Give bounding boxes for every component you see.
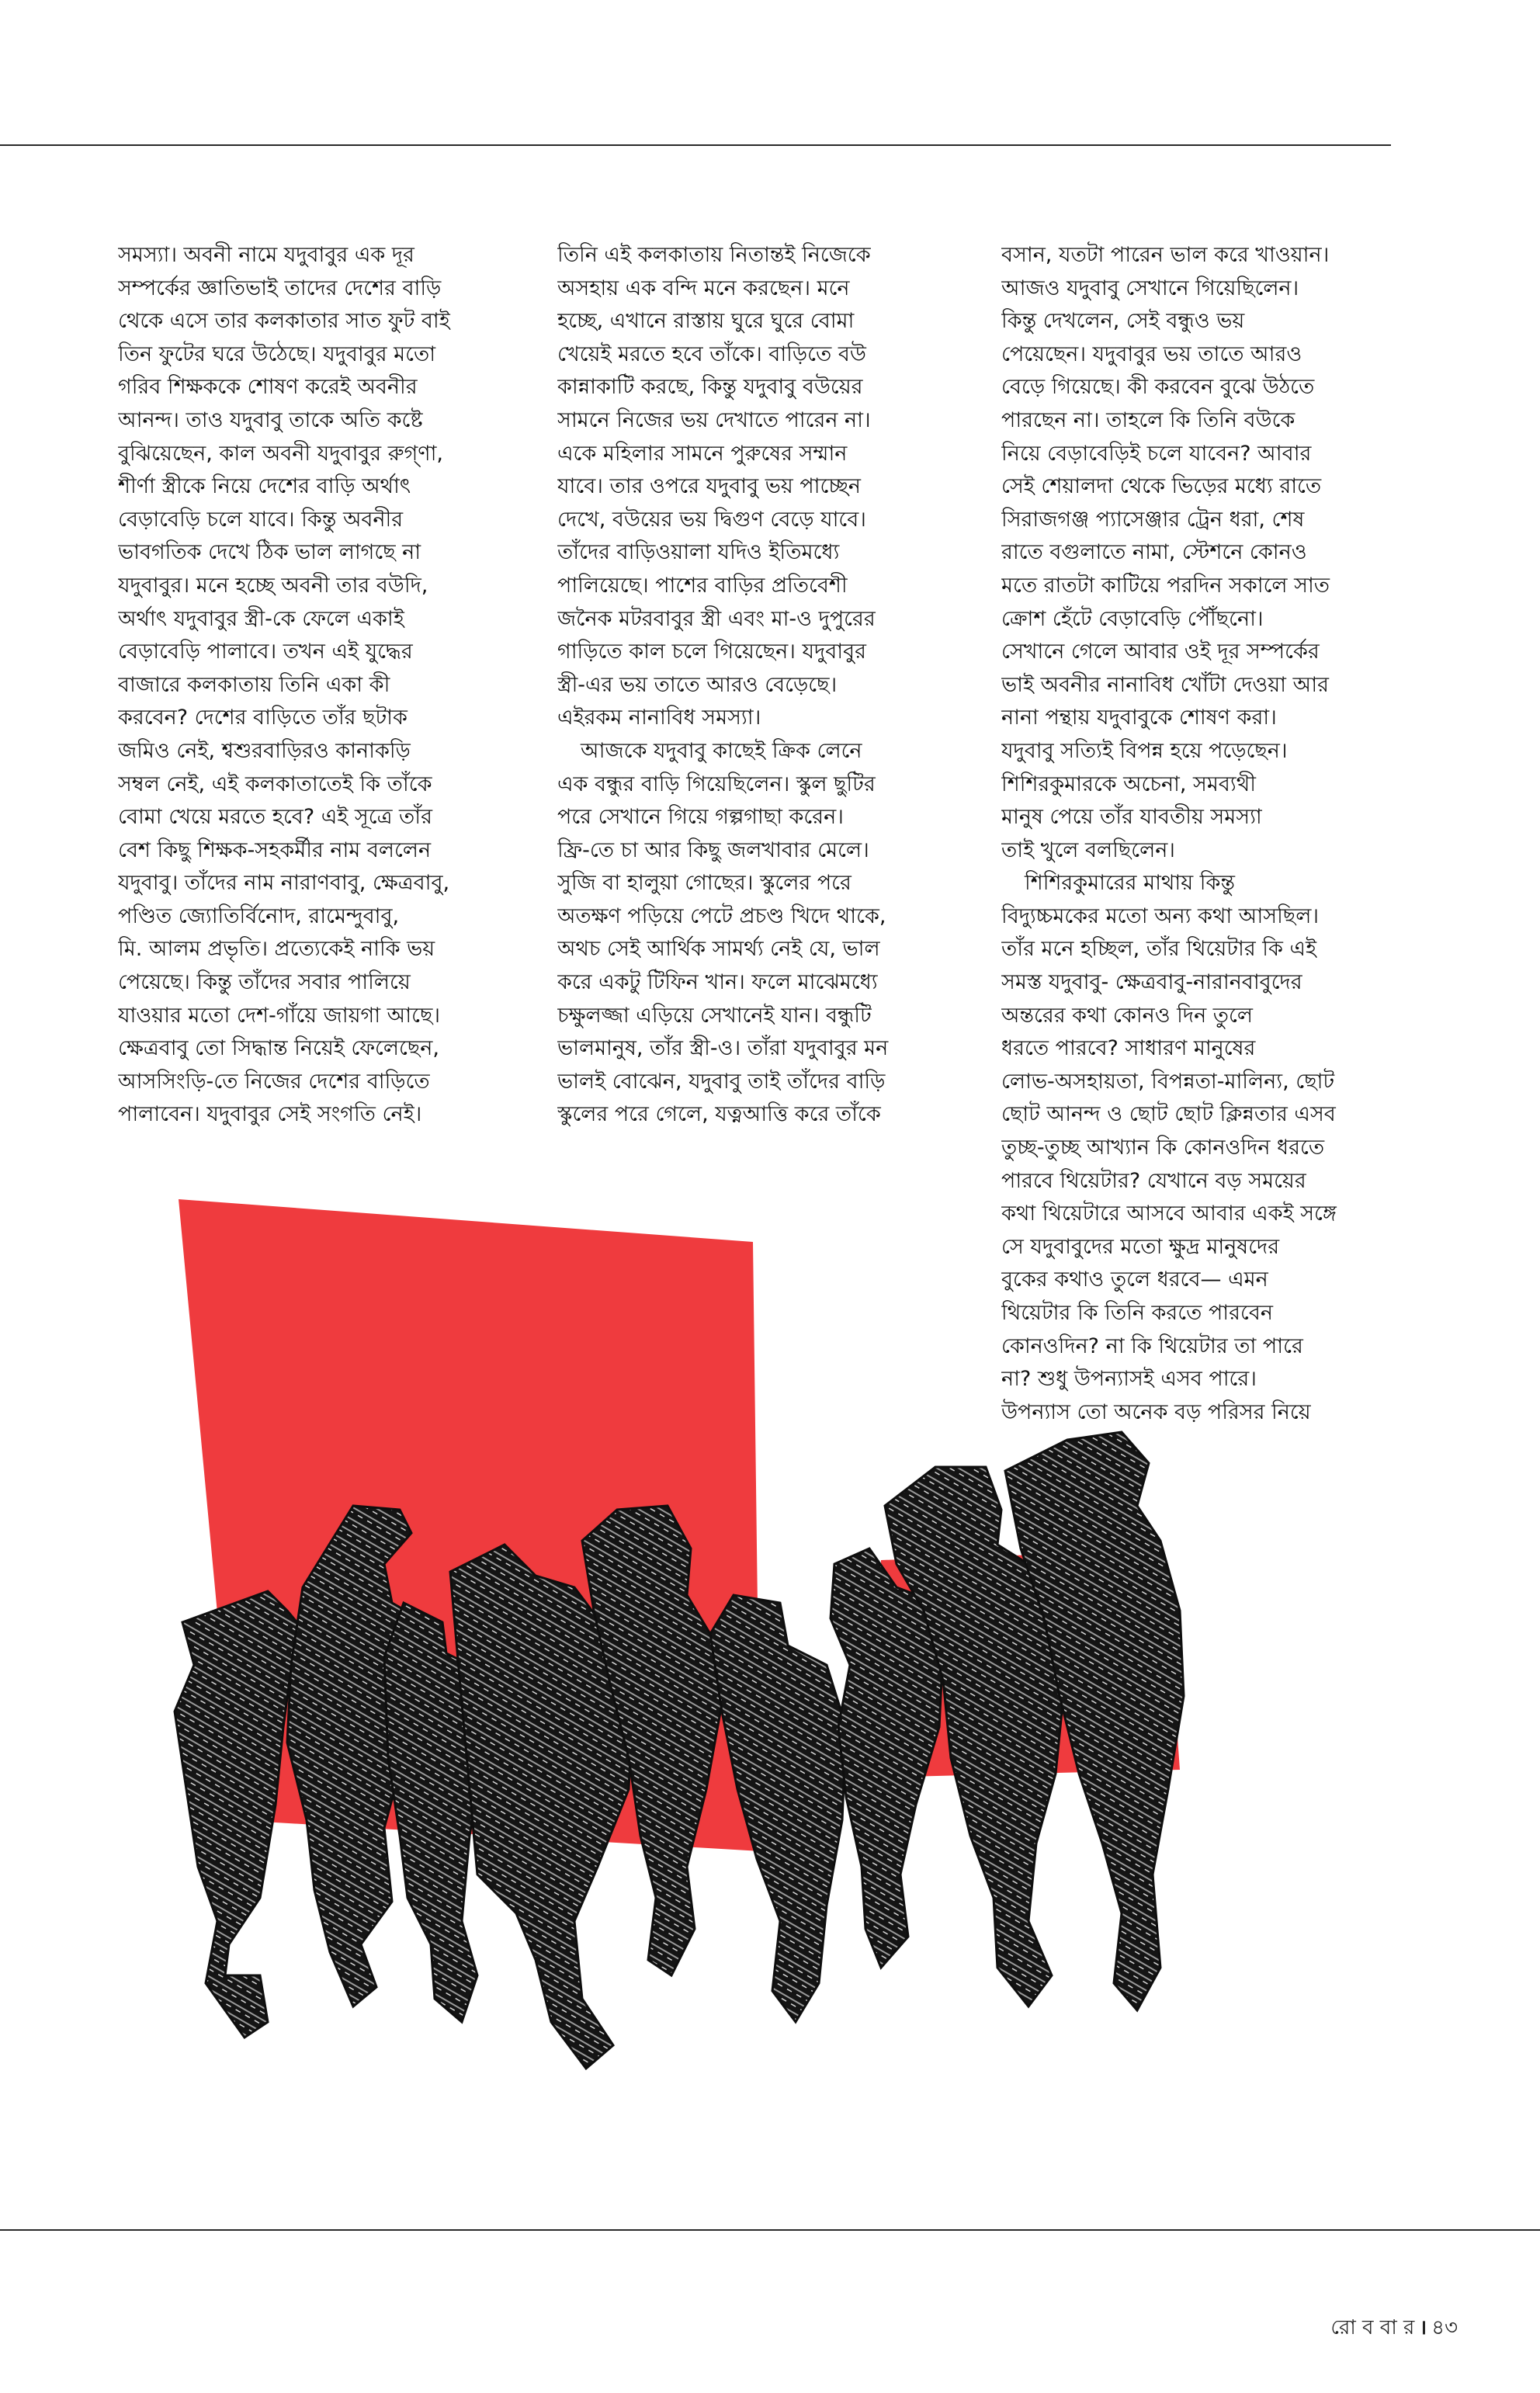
article-line: উপন্যাস তো অনেক বড় পরিসর নিয়ে	[1001, 1399, 1311, 1424]
article-line: সম্পর্কের জ্ঞাতিভাই তাদের দেশের বাড়ি	[118, 276, 442, 300]
article-line: ক্রোশ হেঁটে বেড়াবেড়ি পৌঁছনো।	[1001, 606, 1264, 631]
article-line: তাঁদের বাড়িওয়ালা যদিও ইতিমধ্যে	[557, 540, 840, 565]
article-line: কিন্তু দেখলেন, সেই বন্ধুও ভয়	[1001, 309, 1245, 334]
article-line: বেড়াবেড়ি পালাবে। তখন এই যুদ্ধের	[118, 640, 413, 664]
article-line: ধরতে পারবে? সাধারণ মানুষের	[1001, 1036, 1256, 1061]
article-line: কোনওদিন? না কি থিয়েটার তা পারে	[1001, 1333, 1303, 1358]
article-line: সামনে নিজের ভয় দেখাতে পারেন না।	[557, 408, 871, 432]
article-line: মতে রাতটা কাটিয়ে পরদিন সকালে সাত	[1001, 573, 1330, 598]
article-line: শীর্ণা স্ত্রীকে নিয়ে দেশের বাড়ি অর্থাৎ	[118, 474, 411, 499]
footer-separator: ।	[1419, 2316, 1427, 2339]
article-column-1	[118, 239, 483, 1132]
article-line: পরে সেখানে গিয়ে গল্পগাছা করেন।	[557, 805, 844, 830]
article-line: করে একটু টিফিন খান। ফলে মাঝেমধ্যে	[557, 970, 878, 995]
article-line: বুকের কথাও তুলে ধরবে— এমন	[1001, 1268, 1268, 1292]
article-line: বসান, যতটা পারেন ভাল করে খাওয়ান।	[1001, 243, 1330, 267]
article-line: আনন্দ। তাও যদুবাবু তাকে অতি কষ্টে	[118, 408, 423, 432]
article-line: দেখে, বউয়ের ভয় দ্বিগুণ বেড়ে যাবে।	[557, 507, 866, 532]
article-line: তাঁর মনে হচ্ছিল, তাঁর থিয়েটার কি এই	[1001, 937, 1317, 962]
article-line: সম্বল নেই, এই কলকাতাতেই কি তাঁকে	[118, 772, 432, 796]
article-line: বুঝিয়েছেন, কাল অবনী যদুবাবুর রুগ্‌ণা,	[118, 441, 443, 466]
article-line: তিনি এই কলকাতায় নিতান্তই নিজেকে	[557, 243, 871, 267]
article-line: যদুবাবু। তাঁদের নাম নারাণবাবু, ক্ষেত্রবাবু,	[118, 871, 450, 896]
article-line: ভালমানুষ, তাঁর স্ত্রী-ও। তাঁরা যদুবাবুর মন	[557, 1036, 889, 1061]
article-line: সিরাজগঞ্জ প্যাসেঞ্জার ট্রেন ধরা, শেষ	[1001, 507, 1305, 532]
article-line: রাতে বগুলাতে নামা, স্টেশনে কোনও	[1001, 540, 1307, 565]
article-line: বেশ কিছু শিক্ষক-সহকর্মীর নাম বললেন	[118, 838, 432, 862]
article-line: অথচ সেই আর্থিক সামর্থ্য নেই যে, ভাল	[557, 937, 880, 962]
article-line: গরিব শিক্ষককে শোষণ করেই অবনীর	[118, 375, 418, 400]
article-line: বেড়ে গিয়েছে। কী করবেন বুঝে উঠতে	[1001, 375, 1315, 400]
article-line: বিদ্যুচ্চমকের মতো অন্য কথা আসছিল।	[1001, 903, 1319, 928]
article-line: ভাই অবনীর নানাবিধ খোঁটা দেওয়া আর	[1001, 672, 1329, 697]
article-line: কথা থিয়েটারে আসবে আবার একই সঙ্গে	[1001, 1202, 1337, 1226]
article-line: পারছেন না। তাহলে কি তিনি বউকে	[1001, 408, 1295, 432]
article-line: পারবে থিয়েটার? যেখানে বড় সময়ের	[1001, 1168, 1306, 1193]
article-line: সমস্ত যদুবাবু- ক্ষেত্রবাবু-নারানবাবুদের	[1001, 970, 1302, 995]
article-line: তিন ফুটের ঘরে উঠেছে। যদুবাবুর মতো	[118, 342, 436, 366]
article-line: আজকে যদুবাবু কাছেই ক্রিক লেনে	[581, 738, 862, 763]
article-line: স্কুলের পরে গেলে, যত্নআত্তি করে তাঁকে	[557, 1102, 881, 1127]
article-line: চক্ষুলজ্জা এড়িয়ে সেখানেই যান। বন্ধুটি	[557, 1003, 872, 1028]
article-line: বেড়াবেড়ি চলে যাবে। কিন্তু অবনীর	[118, 507, 404, 532]
article-line: জমিও নেই, শ্বশুরবাড়িরও কানাকড়ি	[118, 738, 411, 763]
article-line: তুচ্ছ-তুচ্ছ আখ্যান কি কোনওদিন ধরতে	[1001, 1136, 1325, 1160]
article-line: বাজারে কলকাতায় তিনি একা কী	[118, 672, 390, 697]
article-line: থেকে এসে তার কলকাতার সাত ফুট বাই	[118, 309, 450, 334]
article-line: শিশিরকুমারকে অচেনা, সমব্যথী	[1001, 772, 1256, 796]
article-line: সেই শেয়ালদা থেকে ভিড়ের মধ্যে রাতে	[1001, 474, 1322, 499]
article-line: না? শুধু উপন্যাসই এসব পারে।	[1001, 1367, 1257, 1392]
article-line: খেয়েই মরতে হবে তাঁকে। বাড়িতে বউ	[557, 342, 866, 366]
article-line: অসহায় এক বন্দি মনে করছেন। মনে	[557, 276, 850, 300]
article-line: করবেন? দেশের বাড়িতে তাঁর ছটাক	[118, 706, 408, 730]
top-rule	[0, 144, 1391, 146]
article-line: যাবে। তার ওপরে যদুবাবু ভয় পাচ্ছেন	[557, 474, 861, 499]
page-number: ৪৩	[1431, 2316, 1458, 2339]
article-line: নানা পন্থায় যদুবাবুকে শোষণ করা।	[1001, 706, 1277, 730]
page-footer	[1330, 2311, 1458, 2346]
article-line: সে যদুবাবুদের মতো ক্ষুদ্র মানুষদের	[1001, 1234, 1280, 1259]
article-line: আজও যদুবাবু সেখানে গিয়েছিলেন।	[1001, 276, 1299, 300]
article-line: লোভ-অসহায়তা, বিপন্নতা-মালিন্য, ছোট	[1001, 1069, 1335, 1094]
article-line: সুজি বা হালুয়া গোছের। স্কুলের পরে	[557, 871, 852, 896]
article-line: শিশিরকুমারের মাথায় কিন্তু	[1025, 871, 1235, 896]
article-line: অর্থাৎ যদুবাবুর স্ত্রী-কে ফেলে একাই	[118, 606, 404, 631]
article-line: যদুবাবুর। মনে হচ্ছে অবনী তার বউদি,	[118, 573, 428, 598]
article-line: এইরকম নানাবিধ সমস্যা।	[557, 706, 761, 730]
article-line: কান্নাকাটি করছে, কিন্তু যদুবাবু বউয়ের	[557, 375, 863, 400]
article-line: গাড়িতে কাল চলে গিয়েছেন। যদুবাবুর	[557, 640, 866, 664]
article-line: ভাবগতিক দেখে ঠিক ভাল লাগছে না	[118, 540, 421, 565]
article-line: সমস্যা। অবনী নামে যদুবাবুর এক দূর	[118, 243, 414, 267]
article-line: যাওয়ার মতো দেশ-গাঁয়ে জায়গা আছে।	[118, 1003, 441, 1028]
collage-illustration	[151, 1199, 1386, 2216]
article-line: হচ্ছে, এখানে রাস্তায় ঘুরে ঘুরে বোমা	[557, 309, 855, 334]
article-line: স্ত্রী-এর ভয় তাতে আরও বেড়েছে।	[557, 672, 838, 697]
article-column-2	[557, 239, 922, 1132]
article-line: পালিয়েছে। পাশের বাড়ির প্রতিবেশী	[557, 573, 848, 598]
article-line: একে মহিলার সামনে পুরুষের সম্মান	[557, 441, 848, 466]
article-line: মি. আলম প্রভৃতি। প্রত্যেকেই নাকি ভয়	[118, 937, 435, 962]
article-line: পণ্ডিত জ্যোতির্বিনোদ, রামেন্দুবাবু,	[118, 903, 400, 928]
article-line: পেয়েছে। কিন্তু তাঁদের সবার পালিয়ে	[118, 970, 411, 995]
bottom-rule	[0, 2229, 1540, 2231]
article-line: তাই খুলে বলছিলেন।	[1001, 838, 1175, 862]
article-line: ক্ষেত্রবাবু তো সিদ্ধান্ত নিয়েই ফেলেছেন,	[118, 1036, 439, 1061]
article-line: যদুবাবু সত্যিই বিপন্ন হয়ে পড়েছেন।	[1001, 738, 1288, 763]
article-line: জনৈক মটরবাবুর স্ত্রী এবং মা-ও দুপুরের	[557, 606, 876, 631]
article-line: আসসিংড়ি-তে নিজের দেশের বাড়িতে	[118, 1069, 430, 1094]
article-line: অতক্ষণ পড়িয়ে পেটে প্রচণ্ড খিদে থাকে,	[557, 903, 886, 928]
article-line: পালাবেন। যদুবাবুর সেই সংগতি নেই।	[118, 1102, 422, 1127]
article-line: থিয়েটার কি তিনি করতে পারবেন	[1001, 1301, 1273, 1325]
article-line: ভালই বোঝেন, যদুবাবু তাই তাঁদের বাড়ি	[557, 1069, 886, 1094]
article-line: অন্তরের কথা কোনও দিন তুলে	[1001, 1003, 1253, 1028]
article-line: মানুষ পেয়ে তাঁর যাবতীয় সমস্যা	[1001, 805, 1262, 830]
article-line: সেখানে গেলে আবার ওই দূর সম্পর্কের	[1001, 640, 1320, 664]
article-line: এক বন্ধুর বাড়ি গিয়েছিলেন। স্কুল ছুটির	[557, 772, 876, 796]
article-line: পেয়েছেন। যদুবাবুর ভয় তাতে আরও	[1001, 342, 1302, 366]
article-line: ছোট আনন্দ ও ছোট ছোট ক্লিন্নতার এসব	[1001, 1102, 1336, 1127]
magazine-name: রো ব বা র	[1330, 2316, 1415, 2339]
article-line: নিয়ে বেড়াবেড়িই চলে যাবেন? আবার	[1001, 441, 1312, 466]
article-line: বোমা খেয়ে মরতে হবে? এই সূত্রে তাঁর	[118, 805, 432, 830]
article-line: ফ্রি-তে চা আর কিছু জলখাবার মেলে।	[557, 838, 869, 862]
